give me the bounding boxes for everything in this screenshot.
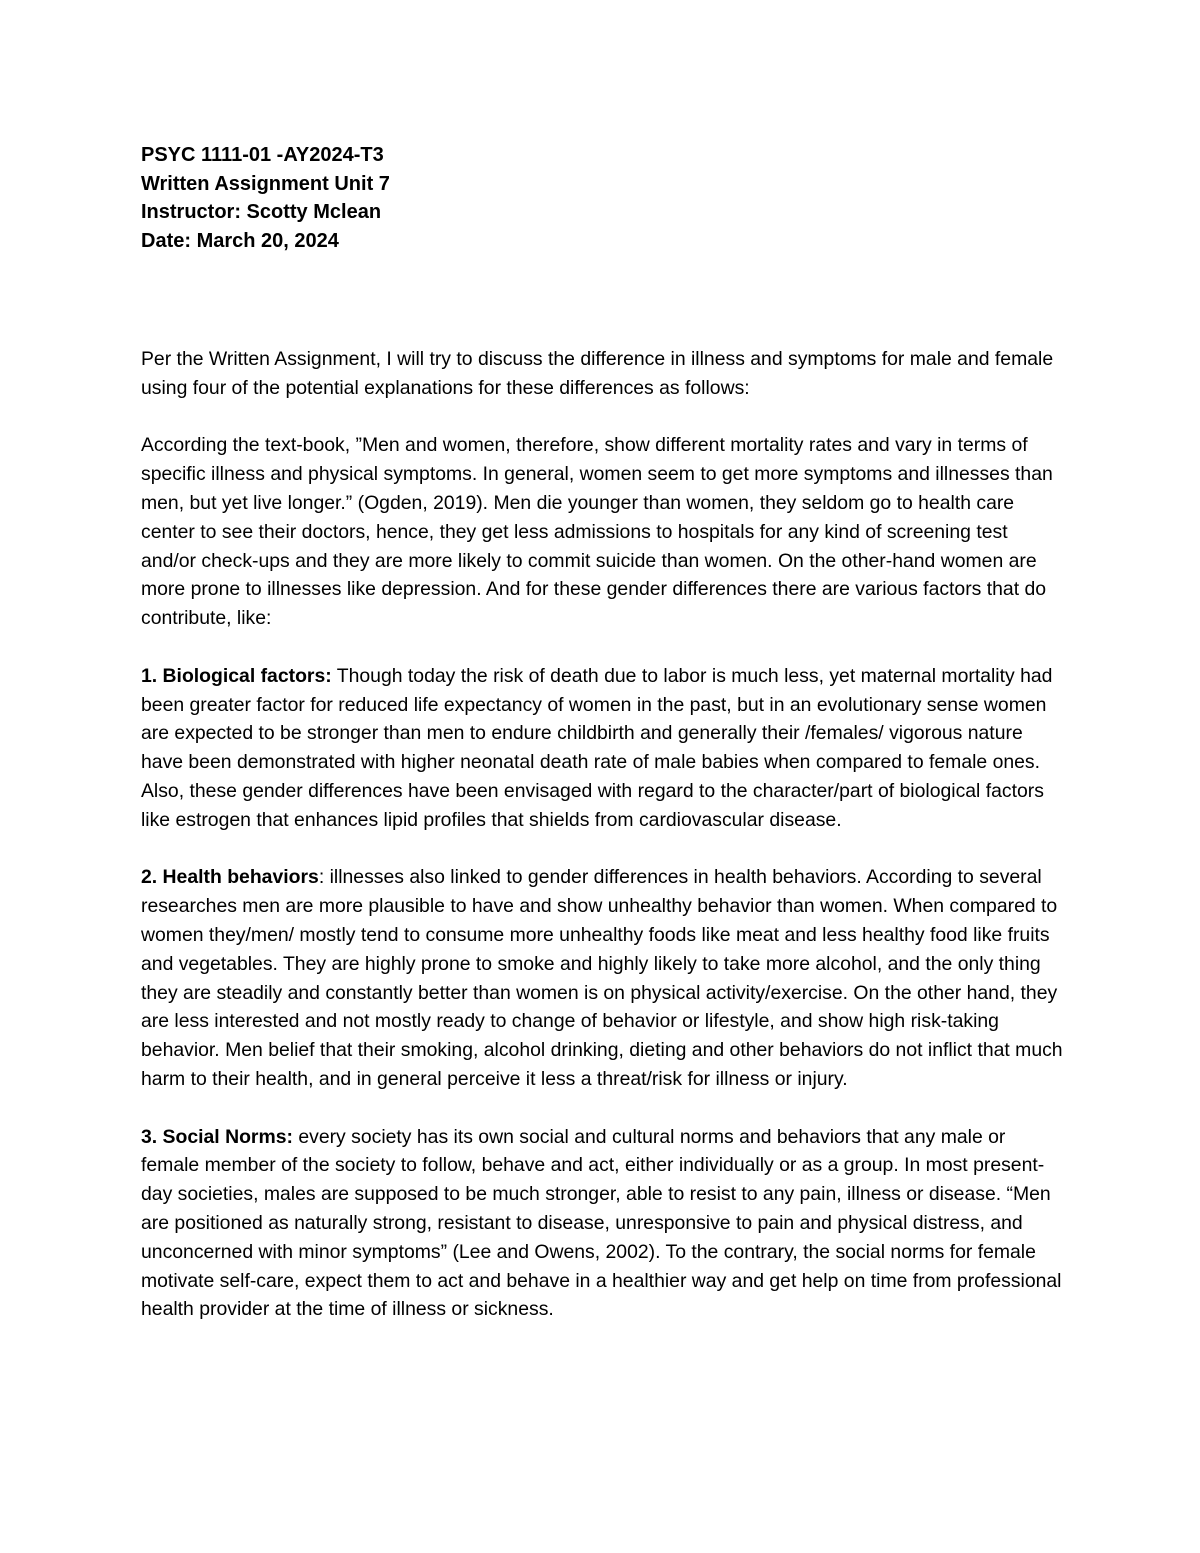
intro-paragraph: Per the Written Assignment, I will try to discuss the difference in illness and symptoms for male and female using four of the potential explanations for these differences as follows: — [141, 348, 1054, 399]
instructor-name: Instructor: Scotty Mclean — [141, 201, 382, 223]
document-body — [141, 345, 1063, 1353]
factor-paragraph-biological — [141, 662, 1063, 835]
course-code: PSYC 1111-01 -AY2024-T3 — [141, 144, 384, 166]
assignment-title: Written Assignment Unit 7 — [141, 172, 390, 195]
factor-text-health-behaviors: : illnesses also linked to gender differences in health behaviors. According to several researches men are more plausible to have and show unhealthy behavior than women. When compared to women they/men/ mostly tend to consume more unhealthy foods like meat and less healthy food like fruits and vegetables. They are highly prone to smoke and highly likely to take more alcohol, and the only thing they are steadily and constantly better than women is on physical activity/exercise. On the other hand, they are less interested and not mostly ready to change of behavior or lifestyle, and show high risk-taking behavior. Men belief that their smoking, alcohol drinking, dieting and other behaviors do not inflict that much harm to their health, and in general perceive it less a threat/risk for illness or injury. — [141, 866, 1063, 1090]
context-paragraph: According the text-book, ”Men and women, therefore, show different mortality rates and vary in terms of specific illness and physical symptoms. In general, women seem to get more symptoms and illnesses than men, but yet live longer.” (Ogden, 2019). Men die younger than women, they seldom go to health care center to see their doctors, hence, they get less admissions to hospitals for any kind of screening test and/or check-ups and they are more likely to commit suicide than women. On the other-hand women are more prone to illnesses like depression. And for these gender differences there are various factors that do contribute, like: — [141, 434, 1053, 630]
factor-heading-social-norms: 3. Social Norms: — [141, 1125, 293, 1148]
factor-text-biological: Though today the risk of death due to labor is much less, yet maternal mortality had been greater factor for reduced life expectancy of women in the past, but in an evolutionary sense women are expected to be stronger than men to endure childbirth and generally their /females/ vigorous nature have been demonstrated with higher neonatal death rate of male babies when compared to female ones. Also, these gender differences have been envisaged with regard to the character/part of biological factors like estrogen that enhances lipid profiles that shields from cardiovascular disease. — [141, 664, 1053, 831]
submission-date: Date: March 20, 2024 — [141, 229, 339, 252]
factor-heading-biological: 1. Biological factors: — [141, 664, 332, 687]
factor-paragraph-health-behaviors — [141, 863, 1063, 1093]
factor-heading-health-behaviors: 2. Health behaviors — [141, 866, 319, 889]
factor-text-social-norms: every society has its own social and cultural norms and behaviors that any male or female member of the society to follow, behave and act, either individually or as a group. In most present-day societies, males are supposed to be much stronger, able to resist to any pain, illness or disease. “Men are positioned as naturally strong, resistant to disease, unresponsive to pain and physical distress, and unconcerned with minor symptoms” (Lee and Owens, 2002). To the contrary, the social norms for female motivate self-care, expect them to act and behave in a healthier way and get help on time from professional health provider at the time of illness or sickness. — [141, 1125, 1062, 1321]
document-header — [141, 141, 1061, 255]
factor-paragraph-social-norms — [141, 1123, 1063, 1325]
